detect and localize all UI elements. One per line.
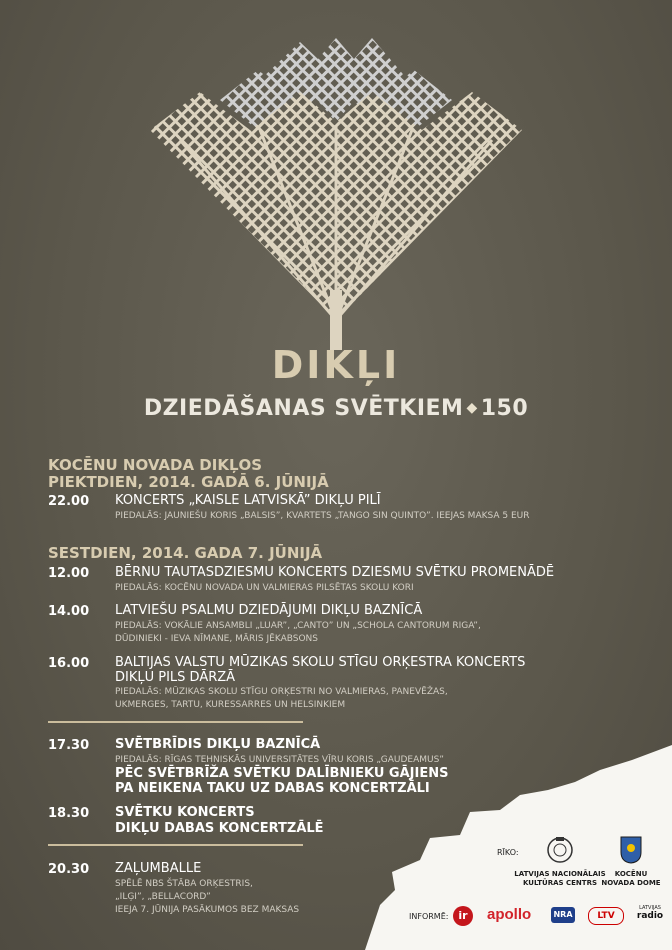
event-title: DIKĻU DABAS KONCERTZĀLĒ — [115, 821, 324, 836]
kocenu-coat-of-arms-icon — [620, 836, 642, 864]
ltv-logo: LTV — [588, 907, 624, 925]
event-note: PA NEIKENA TAKU UZ DABAS KONCERTZĀLI — [115, 781, 430, 796]
event-time: 17.30 — [48, 738, 90, 753]
event-detail: PIEDALĀS: VOKĀLIE ANSAMBLI „LUAR”, „CANTO” UN „SCHOLA CANTORUM RIGA”, — [115, 621, 481, 631]
event-detail: UKMERGES, TARTU, KURESSARRES UN HELSINKIEM — [115, 700, 346, 710]
day2-date: SESTDIEN, 2014. GADA 7. JŪNIJĀ — [48, 544, 323, 562]
event-title: BALTIJAS VALSTU MŪZIKAS SKOLU STĪGU ORĶESTRA KONCERTS — [115, 655, 526, 670]
subtitle-text: DZIEDĀŠANAS SVĒTKIEM — [143, 396, 464, 421]
media-label: INFORMĒ: — [409, 912, 449, 921]
day1-location: KOCĒNU NOVADA DIKĻOS — [48, 456, 263, 474]
event-time: 18.30 — [48, 806, 90, 821]
lnkc-emblem-icon — [546, 835, 574, 865]
event-detail: SPĒLĒ NBS ŠTĀBA ORĶESTRIS, — [115, 879, 253, 889]
organizer-lnkc: LATVIJAS NACIONĀLAIS KULTŪRAS CENTRS — [514, 870, 606, 887]
event-title: ZAĻUMBALLE — [115, 861, 202, 876]
event-time: 16.00 — [48, 656, 90, 671]
day1-date: PIEKTDIEN, 2014. GADĀ 6. JŪNIJĀ — [48, 473, 329, 491]
organizer-kocenu: KOCĒNU NOVADA DOME — [601, 870, 661, 887]
ir-logo: ir — [453, 906, 473, 926]
event-time: 22.00 — [48, 494, 90, 509]
poster-title: DIKĻI — [271, 343, 401, 387]
nra-logo: NRA — [551, 907, 575, 923]
event-detail: IEEJA 7. JŪNIJA PASĀKUMOS BEZ MAKSAS — [115, 905, 300, 915]
apollo-logo: apollo — [487, 906, 532, 923]
radio-logo-top: LATVIJAS — [639, 905, 661, 911]
event-title: LATVIEŠU PSALMU DZIEDĀJUMI DIKĻU BAZNĪCĀ — [115, 603, 423, 618]
event-time: 12.00 — [48, 566, 90, 581]
event-note: PĒC SVĒTBRĪŽA SVĒTKU DALĪBNIEKU GĀJIENS — [115, 766, 449, 781]
event-title: BĒRNU TAUTASDZIESMU KONCERTS DZIESMU SVĒTKU PROMENĀDĒ — [115, 565, 555, 580]
organizers-label: RĪKO: — [497, 848, 519, 857]
event-detail: „ILĢI”, „BELLACORD” — [115, 892, 211, 902]
event-detail: PIEDALĀS: MŪZIKAS SKOLU STĪGU ORĶESTRI NO VALMIERAS, PANEVĒŽAS, — [115, 687, 448, 697]
event-detail: DŪDINIEKI - IEVA NĪMANE, MĀRIS JĒKABSONS — [115, 634, 318, 644]
subtitle-number: 150 — [480, 396, 529, 421]
radio-logo-word: radio — [636, 911, 664, 921]
event-time: 20.30 — [48, 862, 90, 877]
event-time: 14.00 — [48, 604, 90, 619]
event-title: SVĒTBRĪDIS DIKĻU BAZNĪCĀ — [115, 737, 321, 752]
event-detail: PIEDALĀS: KOCĒNU NOVADA UN VALMIERAS PILSĒTAS SKOLU KORI — [115, 583, 414, 593]
event-detail: PIEDALĀS: RĪGAS TEHNISKĀS UNIVERSITĀTES VĪRU KORIS „GAUDEAMUS” — [115, 755, 444, 765]
diamond-separator-icon: ◆ — [466, 400, 478, 416]
event-detail: PIEDALĀS: JAUNIEŠU KORIS „BALSIS”, KVARTETS „TANGO SIN QUINTO”. IEEJAS MAKSA 5 EUR — [115, 511, 530, 521]
event-title: KONCERTS „KAISLE LATVISKĀ” DIKĻU PILĪ — [115, 493, 381, 508]
latvijas-radio-logo — [635, 905, 665, 921]
event-title: SVĒTKU KONCERTS — [115, 805, 255, 820]
event-title: DIKĻU PILS DĀRZĀ — [115, 670, 236, 685]
